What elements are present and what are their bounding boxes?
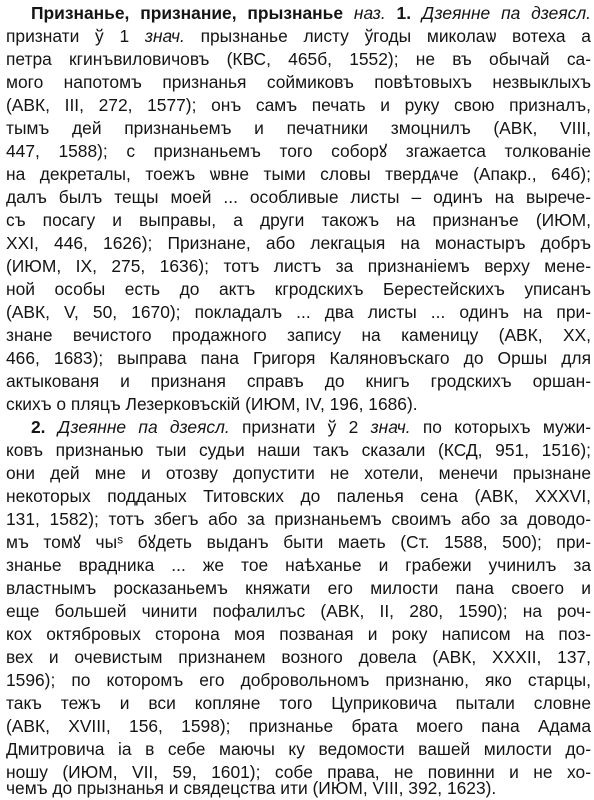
entry-line: (АВК, V, 50, 1670); покладалъ ... два листы ... одинъ на при-	[6, 302, 591, 322]
entry-line: далъ былъ тещы моей ... особливые листы – одинъ на вырече-	[6, 187, 591, 207]
entry-line: тымъ дей признаньемъ и печатники змоцнилъ (АВК, VIII,	[6, 118, 591, 138]
entry-line: ношу (ИЮМ, VII, 59, 1601); собе права, не повинни и не хо-	[6, 762, 591, 782]
entry-line: съ посагу и выправы, а други такожъ на признанъе (ИЮМ,	[6, 210, 591, 230]
entry-line: (ИЮМ, IX, 275, 1636); тотъ листъ за признаніемъ верху мене-	[6, 256, 591, 276]
entry-line: ной особы есть до актъ кгродскихъ Берестейскихъ уписанъ	[6, 279, 591, 299]
entry-line: знане вечистого продажного запису на каменицу (АВК, XX,	[6, 325, 591, 345]
sense-definition: Дзеянне па дзеясл.	[57, 417, 230, 437]
sense-number: 2.	[31, 417, 46, 437]
entry-line: мъ томꙋ чыˢ бꙋдеть выданъ быти маеть (Ст. 1588, 500); при-	[6, 532, 591, 552]
entry-line: петра кгинъвиловичовъ (КВС, 465б, 1552); не въ обычай са-	[6, 49, 591, 69]
entry-line: (АВК, XVIII, 156, 1598); признанье брата моего пана Адама	[6, 716, 591, 736]
headword: Признанье, признание, прызнанье	[31, 3, 344, 23]
entry-line: (АВК, III, 272, 1577); онъ самъ печать и руку свою призналъ,	[6, 95, 591, 115]
entry-line: 2. Дзеянне па дзеясл. признати ў 2 знач. по которыхъ мужи-	[31, 417, 591, 437]
entry-line: чемъ до прызнанья и свядецства ити (ИЮМ, VIII, 392, 1623).	[6, 778, 497, 798]
sense-definition: Дзеянне па дзеясл.	[421, 3, 591, 23]
entry-line: 131, 1582); тотъ збегъ або за признаньемъ своимъ або за доводо-	[6, 509, 591, 529]
entry-line: скихъ о пляцъ Лезерковъскій (ИЮМ, IV, 196, 1686).	[6, 394, 418, 414]
entry-line: знанье врадника ... же тое наѣханье и грабежи учинилъ за	[6, 555, 591, 575]
abbreviation: знач.	[370, 417, 411, 437]
entry-line: вех и очевистым признанем возного довела (АВК, XXXII, 137,	[6, 647, 591, 667]
entry-line: актыкованя и признаня справъ до книгъ гродскихъ оршан-	[6, 371, 591, 391]
entry-line: Дмитровича іа в себе маючы ку ведомости вашей милости до-	[6, 739, 591, 759]
entry-line: мого напотомъ признанья соймиковъ повѣтовыхъ незвыклыхъ	[6, 72, 591, 92]
entry-line: еще большей чинити пофалилъс (АВК, II, 280, 1590); на роч-	[6, 601, 591, 621]
entry-line: кох октябровых сторона моя позваная и року написом на поз-	[6, 624, 591, 644]
entry-line: признати ў 1 знач. прызнанье листу ўгоды миколаѡ вотеха а	[6, 26, 591, 46]
entry-line: XXI, 446, 1626); Признане, або лекгацыя на монастыръ добръ	[6, 233, 591, 253]
entry-line: ковъ признанью тыи судьи наши такъ сказали (КСД, 951, 1516);	[6, 440, 591, 460]
entry-line: такъ тежъ и вси копляне того Цуприковича пытали словне	[6, 693, 591, 713]
sense-number: 1.	[396, 3, 412, 23]
entry-line: некоторых подданых Титовских до паленья сена (АВК, XXXVI,	[6, 486, 591, 506]
entry-line: они дей мне и отозву допустити не хотели, менечи прызнане	[6, 463, 591, 483]
part-of-speech: наз.	[353, 3, 386, 23]
entry-line: 1596); по которомъ его добровольномъ признаню, яко старцы,	[6, 670, 591, 690]
entry-line: 447, 1588); с признаньемъ того соборꙋ згажаетса толкованіе	[6, 141, 591, 161]
entry-line: на декреталы, тоежъ ѡвне тыми словы твердѧче (Апакр., 64б);	[6, 164, 591, 184]
entry-line: властнымъ росказаньемъ княжати его милости пана своего и	[6, 578, 591, 598]
entry-line	[31, 2, 591, 25]
entry-line: 466, 1683); выправа пана Григоря Каляновъскаго до Оршы для	[6, 348, 591, 368]
abbreviation: знач.	[144, 26, 185, 46]
